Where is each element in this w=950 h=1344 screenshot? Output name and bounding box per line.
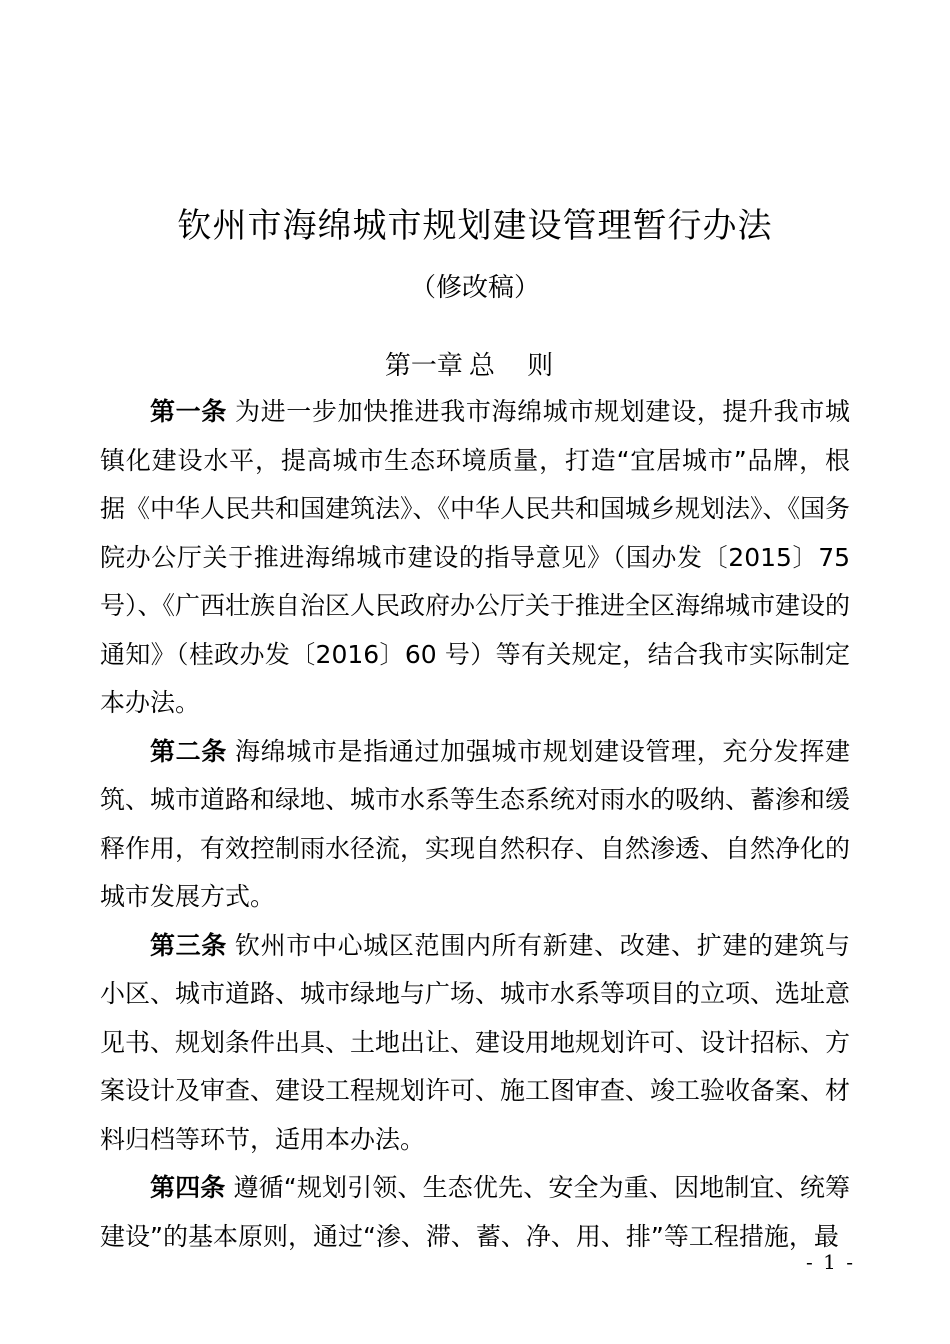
chapter-name: 总 则 xyxy=(468,351,566,381)
article-1 xyxy=(100,388,850,728)
document-body xyxy=(100,388,850,1261)
article-label: 第二条 xyxy=(150,736,227,766)
document-title: 钦州市海绵城市规划建设管理暂行办法 xyxy=(177,206,773,246)
article-text: 遵循“规划引领、生态优先、安全为重、因地制宜、统筹建设”的基本原则，通过“渗、滞、蓄、净、用、排”等工程措施，最 xyxy=(100,1173,850,1251)
article-label: 第三条 xyxy=(150,930,227,960)
article-label: 第一条 xyxy=(150,397,227,426)
chapter-label: 第一章 xyxy=(384,351,463,381)
article-3 xyxy=(100,922,850,1165)
article-text: 海绵城市是指通过加强城市规划建设管理，充分发挥建筑、城市道路和绿地、城市水系等生态系统对雨水的吸纳、蓄渗和缓释作用，有效控制雨水径流，实现自然积存、自然渗透、自然净化的城市发展方式。 xyxy=(100,736,851,911)
chapter-heading xyxy=(0,344,950,388)
article-text: 为进一步加快推进我市海绵城市规划建设，提升我市城镇化建设水平，提高城市生态环境质量，打造“宜居城市”品牌，根据《中华人民共和国建筑法》、《中华人民共和国城乡规划法》、《国务院办公厅关于推进海绵城市建设的指导意见》（国办发〔2015〕75 号）、《广西壮族自治区人民政府办公厅关于推进全区海绵城市建设的通知》（桂政办发〔2016〕60 号）等有关规定，结合我市实际制定本办法。 xyxy=(100,397,851,717)
page-number: - 1 - xyxy=(806,1250,855,1274)
article-text: 钦州市中心城区范围内所有新建、改建、扩建的建筑与小区、城市道路、城市绿地与广场、城市水系等项目的立项、选址意见书、规划条件出具、土地出让、建设用地规划许可、设计招标、方案设计及审查、建设工程规划许可、施工图审查、竣工验收备案、材料归档等环节，适用本办法。 xyxy=(100,930,851,1154)
article-2 xyxy=(100,728,850,922)
article-label: 第四条 xyxy=(150,1173,226,1202)
article-4 xyxy=(100,1164,850,1261)
document-subtitle: （修改稿） xyxy=(409,273,540,303)
